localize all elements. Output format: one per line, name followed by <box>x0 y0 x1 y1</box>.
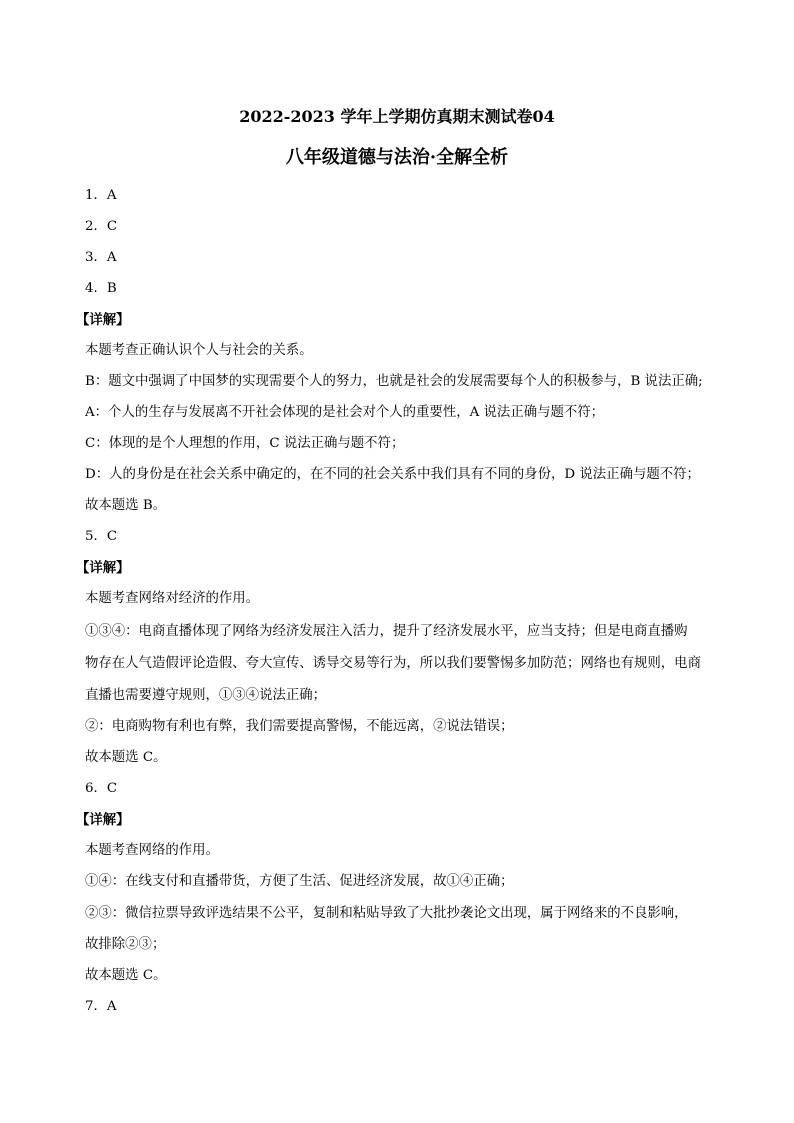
answer-3: 3．A <box>85 250 117 265</box>
explanation-conclusion: 故本题选 C。 <box>85 750 167 765</box>
document-subtitle: 八年级道德与法治·全解全析 <box>285 147 509 168</box>
explanation-line: 本题考查网络对经济的作用。 <box>85 591 260 606</box>
explanation-line: 本题考查网络的作用。 <box>85 843 219 858</box>
explanation-line: B：题文中强调了中国梦的实现需要个人的努力，也就是社会的发展需要每个人的积极参与，B 说法正确; <box>85 374 703 389</box>
answer-5: 5．C <box>85 529 118 544</box>
explanation-conclusion: 故本题选 B。 <box>85 498 167 513</box>
explanation-line: C：体现的是个人理想的作用，C 说法正确与题不符； <box>85 436 405 451</box>
explanation-line: A：个人的生存与发展离不开社会体现的是社会对个人的重要性，A 说法正确与题不符； <box>85 405 605 420</box>
answer-1: 1．A <box>85 188 117 203</box>
explanation-heading: 【详解】 <box>76 312 130 328</box>
answer-2: 2．C <box>85 219 118 234</box>
explanation-line: ①③④：电商直播体现了网络为经济发展注入活力，提升了经济发展水平，应当支持；但是电商直播购 <box>85 624 688 639</box>
explanation-line: ①④：在线支付和直播带货，方便了生活、促进经济发展，故①④正确； <box>85 874 514 889</box>
document-title: 2022-2023 学年上学期仿真期末测试卷04 <box>239 107 555 126</box>
explanation-line: 故排除②③； <box>85 937 166 952</box>
answer-7: 7．A <box>85 999 117 1014</box>
explanation-heading: 【详解】 <box>76 812 130 828</box>
explanation-line: D：人的身份是在社会关系中确定的，在不同的社会关系中我们具有不同的身份，D 说法正确与题不符； <box>85 467 700 482</box>
answer-4: 4．B <box>85 281 117 296</box>
explanation-line: ②：电商购物有利也有弊，我们需要提高警惕，不能远离，②说法错误； <box>85 719 514 734</box>
explanation-line: 本题考查正确认识个人与社会的关系。 <box>85 343 313 358</box>
explanation-heading: 【详解】 <box>76 560 130 576</box>
answer-6: 6．C <box>85 781 118 796</box>
explanation-line: 直播也需要遵守规则，①③④说法正确； <box>85 688 327 703</box>
explanation-line: ②③：微信拉票导致评选结果不公平，复制和粘贴导致了大批抄袭论文出现，属于网络来的不良影响， <box>85 906 688 921</box>
explanation-conclusion: 故本题选 C。 <box>85 968 167 983</box>
explanation-line: 物存在人气造假评论造假、夸大宣传、诱导交易等行为，所以我们要警惕多加防范；网络也有规则，电商 <box>85 656 701 671</box>
